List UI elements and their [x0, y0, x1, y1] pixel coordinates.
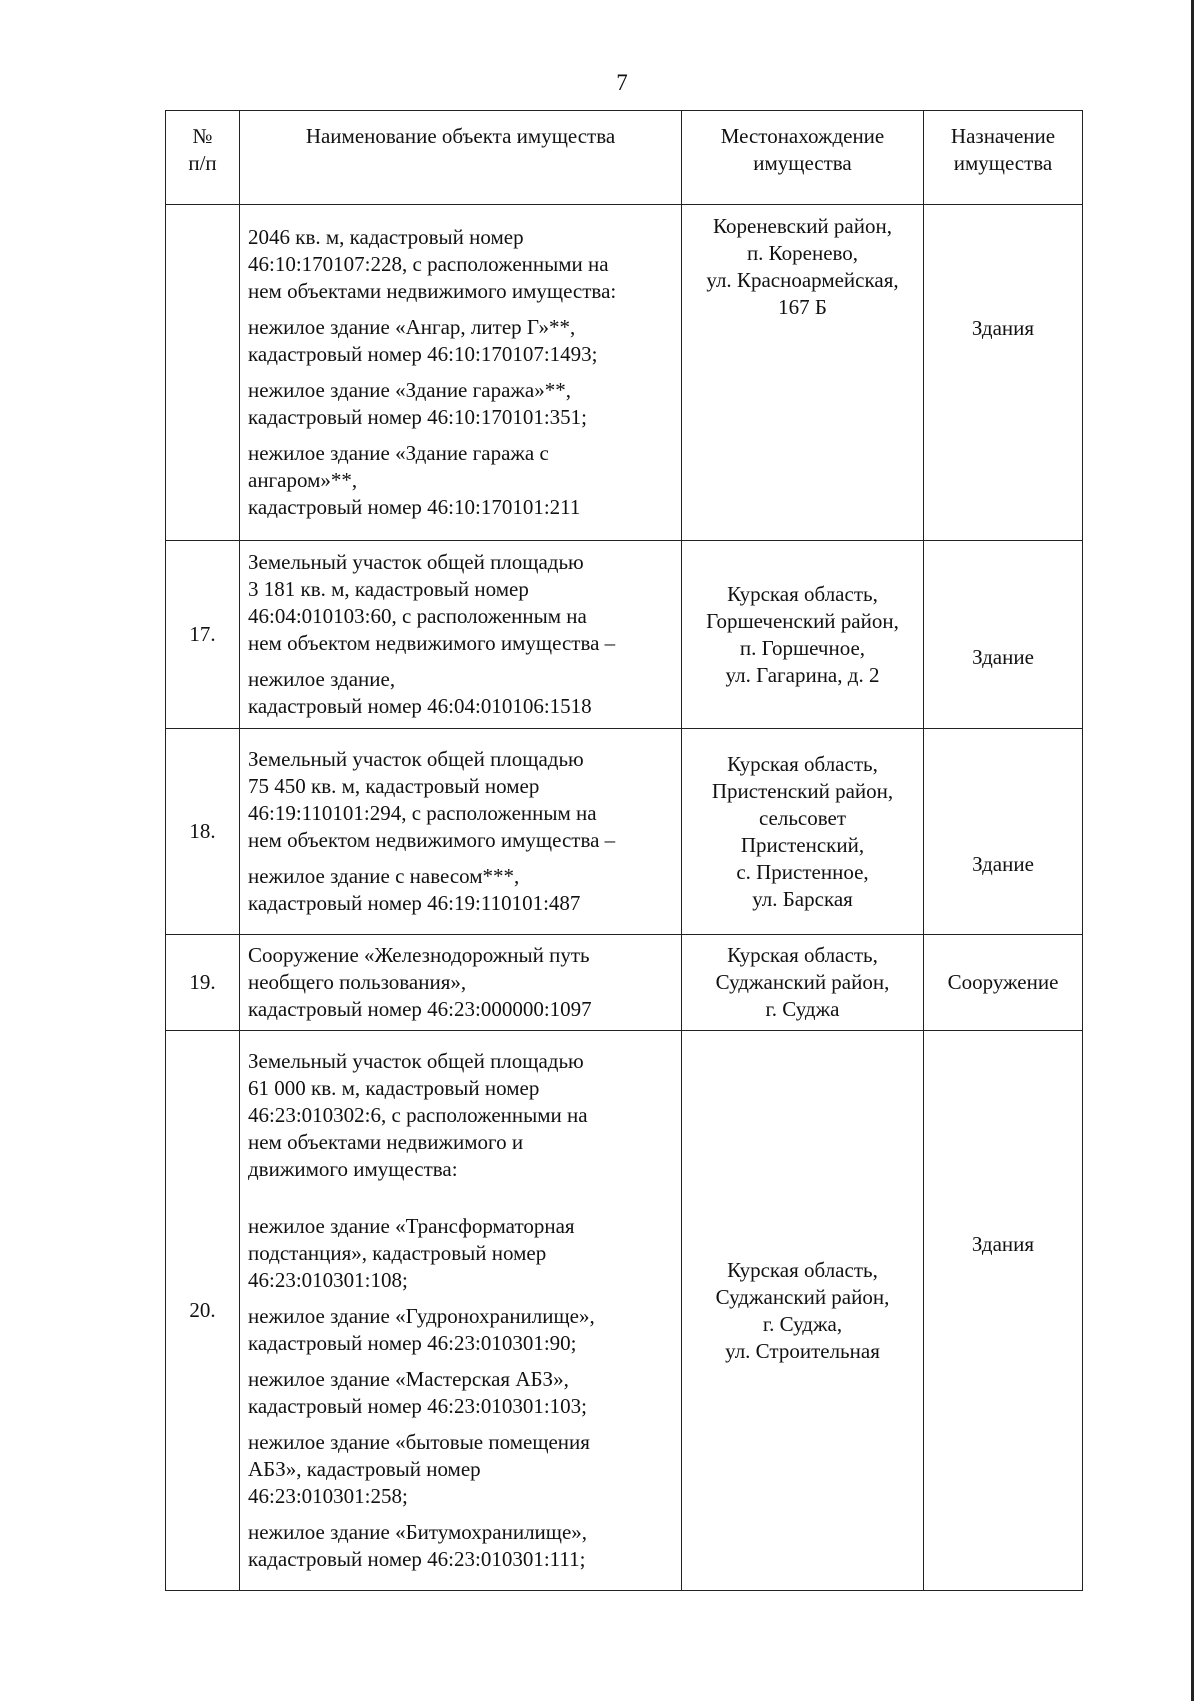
- row-location: Кореневский район, п. Коренево, ул. Красноармейская, 167 Б: [682, 205, 924, 541]
- row-purpose: Здание: [924, 729, 1083, 935]
- name-part: нежилое здание, кадастровый номер 46:04:010106:1518: [248, 667, 592, 718]
- property-table: [165, 110, 1083, 1591]
- name-part: Земельный участок общей площадью 3 181 кв. м, кадастровый номер 46:04:010103:60, с расположенным на нем объектом недвижимого имущества –: [248, 550, 616, 655]
- row-name: [240, 935, 682, 1031]
- name-part: нежилое здание с навесом***, кадастровый номер 46:19:110101:487: [248, 864, 581, 915]
- header-location: Местонахождение имущества: [682, 111, 924, 205]
- row-location: Курская область, Суджанский район, г. Суджа: [682, 935, 924, 1031]
- page-number: 7: [616, 70, 628, 95]
- row-name: [240, 205, 682, 541]
- row-purpose: Сооружение: [924, 935, 1083, 1031]
- table-row: [166, 541, 1083, 729]
- name-part: 2046 кв. м, кадастровый номер 46:10:170107:228, с расположенными на нем объектами недвижимого имущества:: [248, 225, 617, 303]
- row-num: 20.: [166, 1031, 240, 1591]
- row-location: Курская область, Горшеченский район, п. Горшечное, ул. Гагарина, д. 2: [682, 541, 924, 729]
- row-purpose: Здания: [924, 1031, 1083, 1591]
- name-part: нежилое здание «бытовые помещения АБЗ», кадастровый номер 46:23:010301:258;: [248, 1430, 590, 1508]
- header-purpose: Назначение имущества: [924, 111, 1083, 205]
- row-name: [240, 729, 682, 935]
- name-part: Земельный участок общей площадью 75 450 кв. м, кадастровый номер 46:19:110101:294, с расположенным на нем объектом недвижимого имущества –: [248, 747, 616, 852]
- name-part: нежилое здание «Гудронохранилище», кадастровый номер 46:23:010301:90;: [248, 1304, 595, 1355]
- row-location: Курская область, Суджанский район, г. Суджа, ул. Строительная: [682, 1031, 924, 1591]
- row-name: [240, 541, 682, 729]
- row-location: Курская область, Пристенский район, сельсовет Пристенский, с. Пристенное, ул. Барская: [682, 729, 924, 935]
- table-row: [166, 729, 1083, 935]
- table-row: [166, 205, 1083, 541]
- table-row: [166, 1031, 1083, 1591]
- name-part: нежилое здание «Битумохранилище», кадастровый номер 46:23:010301:111;: [248, 1520, 588, 1571]
- name-part: Земельный участок общей площадью 61 000 кв. м, кадастровый номер 46:23:010302:6, с расположенными на нем объектами недвижимого и движимого имущества:: [248, 1049, 588, 1181]
- row-num: 17.: [166, 541, 240, 729]
- name-part: нежилое здание «Здание гаража с ангаром»**, кадастровый номер 46:10:170101:211: [248, 441, 581, 519]
- row-num: [166, 205, 240, 541]
- name-part: нежилое здание «Трансформаторная подстанция», кадастровый номер 46:23:010301:108;: [248, 1214, 575, 1292]
- table-row: [166, 935, 1083, 1031]
- row-num: 19.: [166, 935, 240, 1031]
- header-num: № п/п: [166, 111, 240, 205]
- header-name: Наименование объекта имущества: [240, 111, 682, 205]
- row-purpose: Здание: [924, 541, 1083, 729]
- name-part: нежилое здание «Мастерская АБЗ», кадастровый номер 46:23:010301:103;: [248, 1367, 588, 1418]
- row-num: 18.: [166, 729, 240, 935]
- table-header-row: [166, 111, 1083, 205]
- name-part: нежилое здание «Здание гаража»**, кадастровый номер 46:10:170101:351;: [248, 378, 588, 429]
- name-part: нежилое здание «Ангар, литер Г»**, кадастровый номер 46:10:170107:1493;: [248, 315, 598, 366]
- page-edge-border: [1191, 0, 1194, 1701]
- row-name: [240, 1031, 682, 1591]
- name-part: Сооружение «Железнодорожный путь необщего пользования», кадастровый номер 46:23:000000:1097: [248, 943, 592, 1021]
- row-purpose: Здания: [924, 205, 1083, 541]
